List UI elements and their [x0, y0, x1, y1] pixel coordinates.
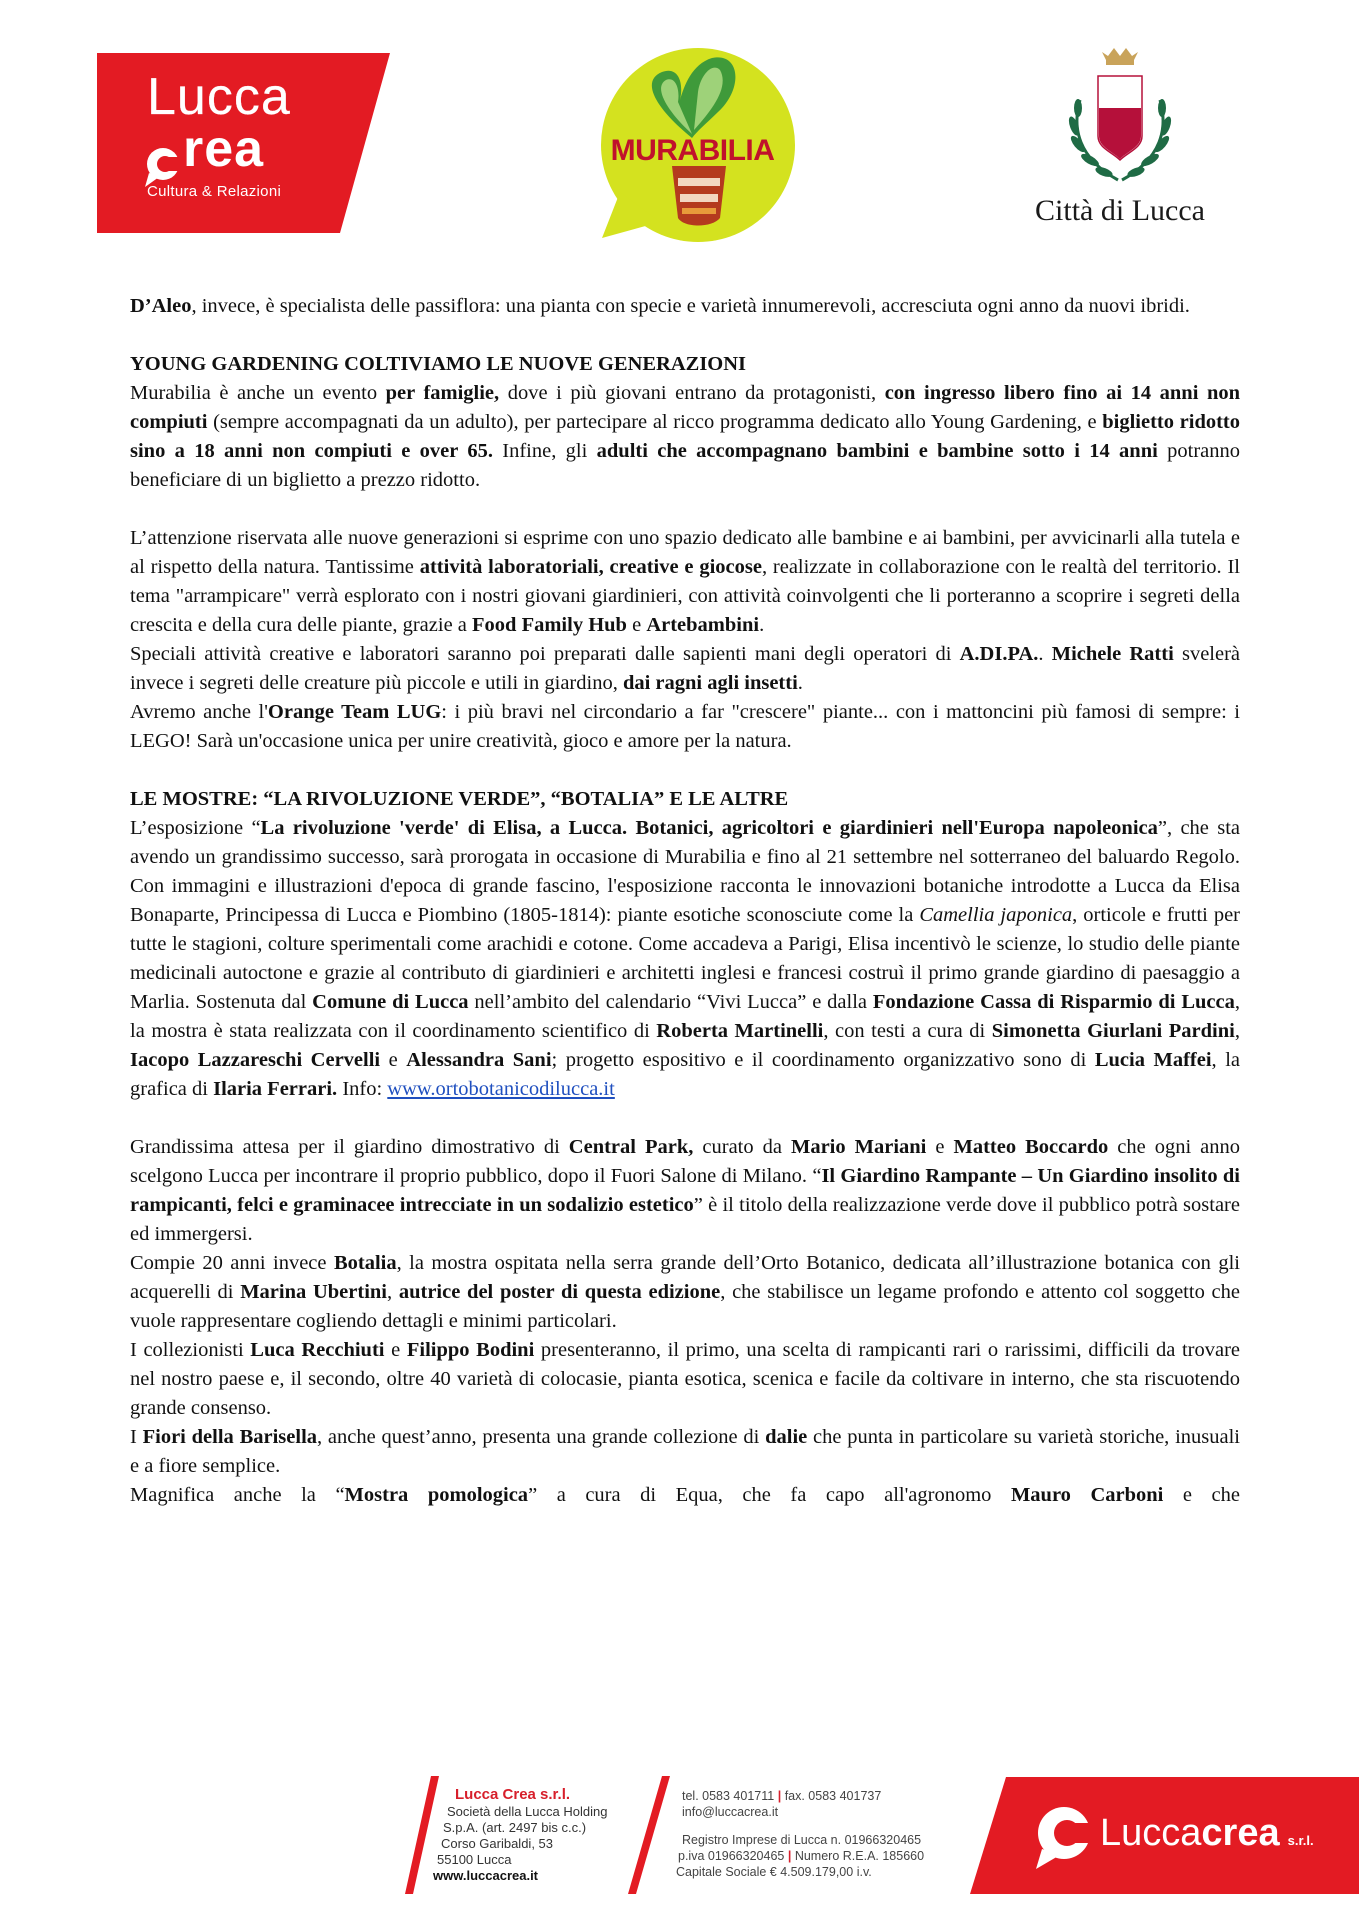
phone-fax-line — [676, 1788, 924, 1804]
text: svelerà invece i segreti delle creature più piccole e utili in giardino, — [130, 643, 1241, 694]
bold-text: attività laboratoriali, creative e giocose — [419, 556, 762, 578]
piva-rea-line — [676, 1848, 924, 1864]
citta-di-lucca-logo — [1010, 48, 1230, 233]
lucca-crea-footer-logo — [970, 1777, 1359, 1894]
lucca-crea-logo-text — [147, 68, 291, 203]
text: e — [380, 1049, 407, 1071]
text: , la grafica di — [130, 1049, 1240, 1100]
text: e — [384, 1339, 407, 1361]
bold-text: Comune di Lucca — [312, 991, 469, 1013]
lucca-crea-logo — [97, 53, 390, 233]
bold-text: biglietto ridotto sino a 18 anni non compiuti e over 65. — [130, 411, 1240, 462]
bold-text: Iacopo Lazzareschi Cervelli — [130, 1049, 381, 1071]
brand-srl: s.r.l. — [1287, 1833, 1314, 1848]
paragraph-collezionisti — [130, 1336, 1240, 1423]
bold-text: Marina Ubertini — [240, 1281, 387, 1303]
bold-text: Roberta Martinelli — [656, 1020, 824, 1042]
bold-text: Artebambini — [646, 614, 760, 636]
company-contacts-block — [676, 1788, 924, 1880]
bold-text: Mauro Carboni — [1010, 1484, 1164, 1506]
text: : i più bravi nel circondario a far "crescere" piante... con i mattoncini più famosi di sempre: i LEGO! Sarà un'occasione unica per unire creatività, gioco e amore per la natura. — [130, 701, 1241, 752]
company-address: Corso Garibaldi, 53 — [441, 1836, 553, 1851]
paragraph-pomologica — [130, 1481, 1240, 1510]
bold-text: Alessandra Sani — [406, 1049, 552, 1071]
bold-text: dalie — [765, 1426, 808, 1448]
coat-of-arms-icon — [1010, 48, 1230, 198]
paragraph-central-park — [130, 1133, 1240, 1249]
fax-number: fax. 0583 401737 — [784, 1789, 882, 1803]
bold-text: Food Family Hub — [472, 614, 627, 636]
paragraph-botalia — [130, 1249, 1240, 1336]
text: Murabilia è anche un evento — [130, 382, 386, 404]
heading-young-gardening: YOUNG GARDENING COLTIVIAMO LE NUOVE GENERAZIONI — [130, 353, 747, 375]
paragraph-orange-team — [130, 698, 1240, 756]
text: e che — [1163, 1484, 1240, 1506]
text: , invece, è specialista delle passiflora: una pianta con specie e varietà innumerevoli, accresciuta ogni anno da nuovi ibridi. — [191, 295, 1190, 317]
bold-text: D’Aleo — [130, 295, 192, 317]
text: , che stabilisce un legame profondo e attento col soggetto che vuole rappresentare cogliendo dettagli e minimi particolari. — [130, 1281, 1240, 1332]
company-website-link[interactable]: www.luccacrea.it — [433, 1868, 539, 1883]
company-name: Lucca Crea s.r.l. — [455, 1786, 571, 1803]
text: , la mostra è stata realizzata con il coordinamento scientifico di — [130, 991, 1240, 1042]
bold-text: Botalia — [333, 1252, 397, 1274]
text: Infine, gli — [492, 440, 597, 462]
text: (sempre accompagnati da un adulto), per partecipare al ricco programma dedicato allo Young Gardening, e — [207, 411, 1103, 433]
bold-text: Fondazione Cassa di Risparmio di Lucca — [872, 991, 1235, 1013]
italic-text: Camellia japonica — [919, 904, 1073, 926]
bold-text: Orange Team LUG — [267, 701, 442, 723]
bold-text: A.DI.PA. — [959, 643, 1039, 665]
text: L’attenzione riservata alle nuove generazioni si esprime con uno spazio dedicato alle bambine e ai bambini, per avvicinarli alla tutela e al rispetto della natura. Tantissime — [130, 527, 1240, 578]
text: che ogni anno scelgono Lucca per incontrare il proprio pubblico, dopo il Fuori Salone di Milano. “ — [130, 1136, 1240, 1187]
text: dove i più giovani entrano da protagonisti, — [499, 382, 885, 404]
text: che punta in particolare su varietà storiche, inusuali e a fiore semplice. — [130, 1426, 1241, 1477]
bold-text: per famiglie, — [385, 382, 500, 404]
text: I — [130, 1426, 143, 1448]
text: , la mostra ospitata nella serra grande dell’Orto Botanico, dedicata all’illustrazione botanica con gli acquerelli di — [130, 1252, 1241, 1303]
text: Avremo anche l' — [130, 701, 268, 723]
text: ”, che sta avendo un grandissimo successo, sarà prorogata in occasione di Murabilia e fino al 21 settembre nel sotterraneo del baluardo Regolo. Con immagini e illustrazioni d'epoca di grande fascino, l'esposizione racconta le innovazioni botaniche introdotte a Lucca da Elisa Bonaparte, Principessa di Lucca e Piombino (1805-1814): piante esotiche sconosciute come la — [130, 817, 1240, 926]
bold-text: Central Park, — [568, 1136, 694, 1158]
text: , orticole e frutti per tutte le stagioni, colture sperimentali come arachidi e cotone. Come accadeva a Parigi, Elisa incentivò le scienze, lo studio delle piante medicinali autoctone e grazie al contributo di giardinieri e architetti inglesi e francesi costruì il primo grande giardino di paesaggio a Marlia. Sostenuta dal — [130, 904, 1240, 1013]
text: I collezionisti — [130, 1339, 251, 1361]
bold-text: Mario Mariani — [790, 1136, 927, 1158]
text: Magnifica anche la “ — [130, 1484, 345, 1506]
piva: p.iva 01966320465 — [678, 1849, 785, 1863]
text: Grandissima attesa per il giardino dimostrativo di — [130, 1136, 569, 1158]
text: ” a cura di Equa, che fa capo all'agronomo — [528, 1484, 1011, 1506]
paragraph-daleo — [130, 292, 1240, 321]
paragraph-rivoluzione-verde — [130, 814, 1240, 1104]
bold-text: La rivoluzione 'verde' di Elisa, a Lucca. Botanici, agricoltori e giardinieri nell'Europa napoleonica — [260, 817, 1158, 839]
footer-brand-wordmark — [1100, 1811, 1314, 1863]
bold-text: Matteo Boccardo — [953, 1136, 1109, 1158]
paragraph-speciali — [130, 640, 1240, 698]
bold-text: Fiori della Barisella — [142, 1426, 318, 1448]
email-link[interactable]: info@luccacrea.it — [682, 1805, 779, 1819]
bold-text: Lucia Maffei — [1094, 1049, 1212, 1071]
document-body — [130, 292, 1240, 1510]
text: nell’ambito del calendario “Vivi Lucca” e dalla — [468, 991, 873, 1013]
text: . — [1038, 643, 1052, 665]
text: , con testi a cura di — [823, 1020, 992, 1042]
citta-di-lucca-wordmark: Città di Lucca — [1035, 194, 1205, 227]
logo-tagline: Cultura & Relazioni — [147, 183, 282, 200]
brand-lucca: Lucca — [1100, 1812, 1202, 1854]
text: ” è il titolo della realizzazione verde dove il pubblico potrà sostare ed immergersi. — [130, 1194, 1240, 1245]
bold-text: Michele Ratti — [1051, 643, 1174, 665]
text: , realizzate in collaborazione con le realtà del territorio. Il tema "arrampicare" verrà esplorato con i nostri giovani giardinieri, con attività coinvolgenti che li porteranno a scoprire i segreti della crescita e della cura delle piante, grazie a — [130, 556, 1241, 636]
text: , — [1234, 1020, 1240, 1042]
red-slash-divider — [628, 1776, 670, 1894]
bold-text: Filippo Bodini — [406, 1339, 535, 1361]
separator: | — [787, 1849, 792, 1863]
orto-botanico-link[interactable]: www.ortobotanicodilucca.it — [387, 1078, 615, 1100]
text: L’esposizione “ — [130, 817, 261, 839]
logo-word-crea: rea — [183, 120, 265, 178]
text: . — [759, 614, 765, 636]
text: Speciali attività creative e laboratori saranno poi preparati dalle sapienti mani degli operatori di — [130, 643, 960, 665]
bold-text: adulti che accompagnano bambini e bambine sotto i 14 anni — [596, 440, 1158, 462]
capitale-sociale: Capitale Sociale € 4.509.179,00 i.v. — [676, 1865, 872, 1879]
bold-text: Luca Recchiuti — [250, 1339, 385, 1361]
text: ; progetto espositivo e il coordinamento organizzativo sono di — [551, 1049, 1095, 1071]
bold-text: Simonetta Giurlani Pardini — [991, 1020, 1235, 1042]
company-line: S.p.A. (art. 2497 bis c.c.) — [443, 1820, 587, 1835]
text: Compie 20 anni invece — [130, 1252, 334, 1274]
logo-word-lucca: Lucca — [147, 68, 291, 126]
paragraph-famiglie — [130, 379, 1240, 495]
bold-text: dai ragni agli insetti — [622, 672, 798, 694]
text: , — [387, 1281, 399, 1303]
murabilia-wordmark: MURABILIA — [610, 134, 775, 167]
paragraph-attenzione — [130, 524, 1240, 640]
brand-crea: crea — [1201, 1812, 1280, 1854]
separator: | — [777, 1789, 782, 1803]
text: e — [926, 1136, 954, 1158]
company-line: Società della Lucca Holding — [447, 1804, 608, 1819]
phone-number: tel. 0583 401711 — [682, 1789, 775, 1803]
company-city: 55100 Lucca — [437, 1852, 512, 1867]
bold-text: Mostra pomologica — [344, 1484, 529, 1506]
text: potranno beneficiare di un biglietto a prezzo ridotto. — [130, 440, 1241, 491]
paragraph-barisella — [130, 1423, 1240, 1481]
bold-text: Ilaria Ferrari. — [213, 1078, 338, 1100]
rea-number: Numero R.E.A. 185660 — [794, 1849, 925, 1863]
text: curato da — [693, 1136, 791, 1158]
registro-imprese: Registro Imprese di Lucca n. 01966320465 — [682, 1833, 922, 1847]
heading-le-mostre: LE MOSTRE: “LA RIVOLUZIONE VERDE”, “BOTALIA” E LE ALTRE — [130, 788, 789, 810]
text: . — [797, 672, 803, 694]
text: Info: — [337, 1078, 388, 1100]
letterhead-footer — [0, 1770, 1359, 1900]
bold-text: Il Giardino Rampante – Un Giardino insolito di rampicanti, felci e graminacee intrecciate in un sodalizio estetico — [130, 1165, 1240, 1216]
murabilia-logo — [580, 42, 805, 242]
text: presenteranno, il primo, una scelta di rampicanti rari o rarissimi, difficili da trovare nel nostro paese e, il secondo, oltre 40 varietà di colocasie, pianta esotica, scenica e facile da coltivare in interno, che sta riscuotendo grande consenso. — [130, 1339, 1241, 1419]
company-address-block — [433, 1786, 608, 1884]
text: , anche quest’anno, presenta una grande collezione di — [317, 1426, 766, 1448]
text: e — [626, 614, 647, 636]
bold-text: autrice del poster di questa edizione — [398, 1281, 721, 1303]
bold-text: con ingresso libero fino ai 14 anni non compiuti — [130, 382, 1240, 433]
